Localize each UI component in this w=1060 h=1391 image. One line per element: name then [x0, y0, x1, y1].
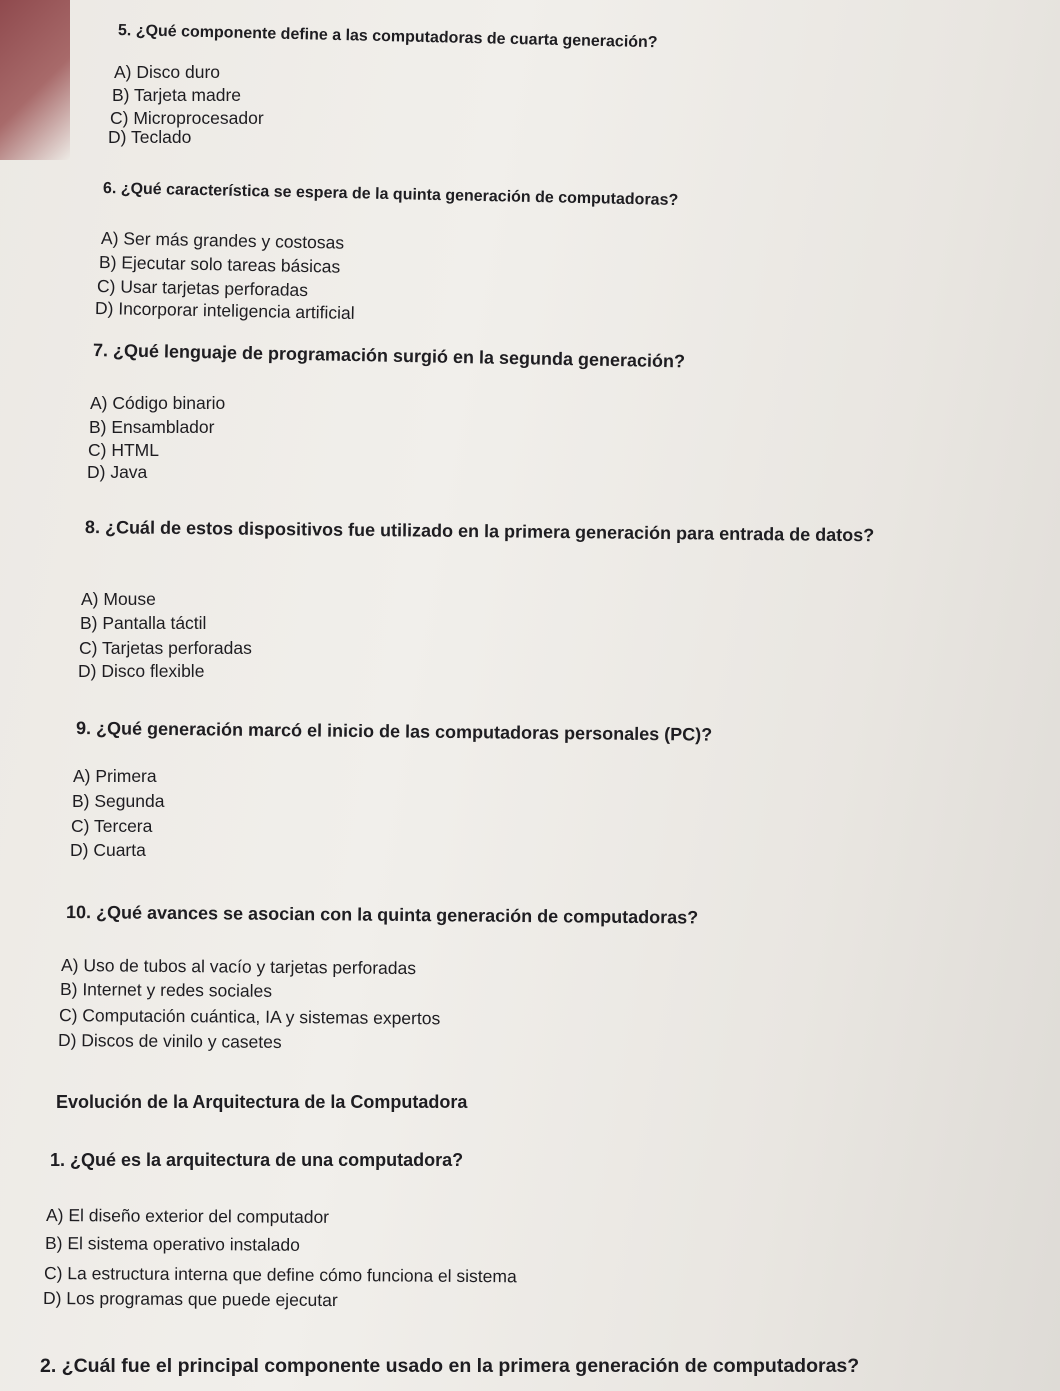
question-7-option-b: B) Ensamblador — [89, 417, 215, 437]
question-8-option-a: A) Mouse — [81, 589, 156, 609]
question-5-option-c: C) Microprocesador — [110, 108, 264, 128]
question-8-option-d: D) Disco flexible — [78, 661, 205, 681]
question-9-option-d: D) Cuarta — [70, 840, 146, 860]
section-question-1: 1. ¿Qué es la arquitectura de una computadora? — [50, 1150, 464, 1170]
question-10-option-b: B) Internet y redes sociales — [59, 979, 273, 1001]
question-6-option-a: A) Ser más grandes y costosas — [100, 228, 345, 253]
question-5-option-b: B) Tarjeta madre — [112, 85, 242, 105]
question-10-option-a: A) Uso de tubos al vacío y tarjetas perforadas — [60, 955, 417, 979]
question-9-option-c: C) Tercera — [71, 816, 153, 836]
question-5-option-a: A) Disco duro — [114, 62, 221, 82]
question-7-option-c: C) HTML — [88, 440, 159, 460]
question-10: 10. ¿Qué avances se asocian con la quinta generación de computadoras? — [65, 902, 699, 928]
question-5: 5. ¿Qué componente define a las computadoras de cuarta generación? — [117, 22, 658, 52]
section-question-1-option-d: D) Los programas que puede ejecutar — [42, 1288, 338, 1311]
question-8: 8. ¿Cuál de estos dispositivos fue utilizado en la primera generación para entrada de datos? — [84, 517, 875, 546]
question-10-option-d: D) Discos de vinilo y casetes — [57, 1030, 282, 1052]
paper-edge-shadow — [0, 0, 70, 160]
question-6-option-b: B) Ejecutar solo tareas básicas — [98, 252, 341, 277]
question-6: 6. ¿Qué característica se espera de la quinta generación de computadoras? — [102, 180, 679, 210]
question-5-option-d: D) Teclado — [108, 127, 192, 147]
question-8-option-b: B) Pantalla táctil — [80, 613, 207, 633]
question-9: 9. ¿Qué generación marcó el inicio de las computadoras personales (PC)? — [75, 718, 713, 745]
section-question-2: 2. ¿Cuál fue el principal componente usado en la primera generación de computadoras? — [40, 1355, 860, 1377]
question-7-option-d: D) Java — [87, 462, 148, 482]
question-7-option-a: A) Código binario — [90, 393, 226, 413]
question-6-option-d: D) Incorporar inteligencia artificial — [94, 298, 355, 323]
section-title: Evolución de la Arquitectura de la Computadora — [56, 1092, 468, 1112]
question-6-option-c: C) Usar tarjetas perforadas — [96, 276, 309, 301]
question-9-option-a: A) Primera — [73, 766, 157, 786]
section-question-1-option-a: A) El diseño exterior del computador — [45, 1205, 330, 1227]
section-question-1-option-b: B) El sistema operativo instalado — [44, 1233, 300, 1255]
question-10-option-c: C) Computación cuántica, IA y sistemas expertos — [58, 1005, 441, 1029]
section-question-1-option-c: C) La estructura interna que define cómo funciona el sistema — [43, 1263, 517, 1287]
question-9-option-b: B) Segunda — [72, 791, 165, 811]
question-8-option-c: C) Tarjetas perforadas — [79, 638, 252, 658]
question-7: 7. ¿Qué lenguaje de programación surgió en la segunda generación? — [92, 340, 686, 372]
